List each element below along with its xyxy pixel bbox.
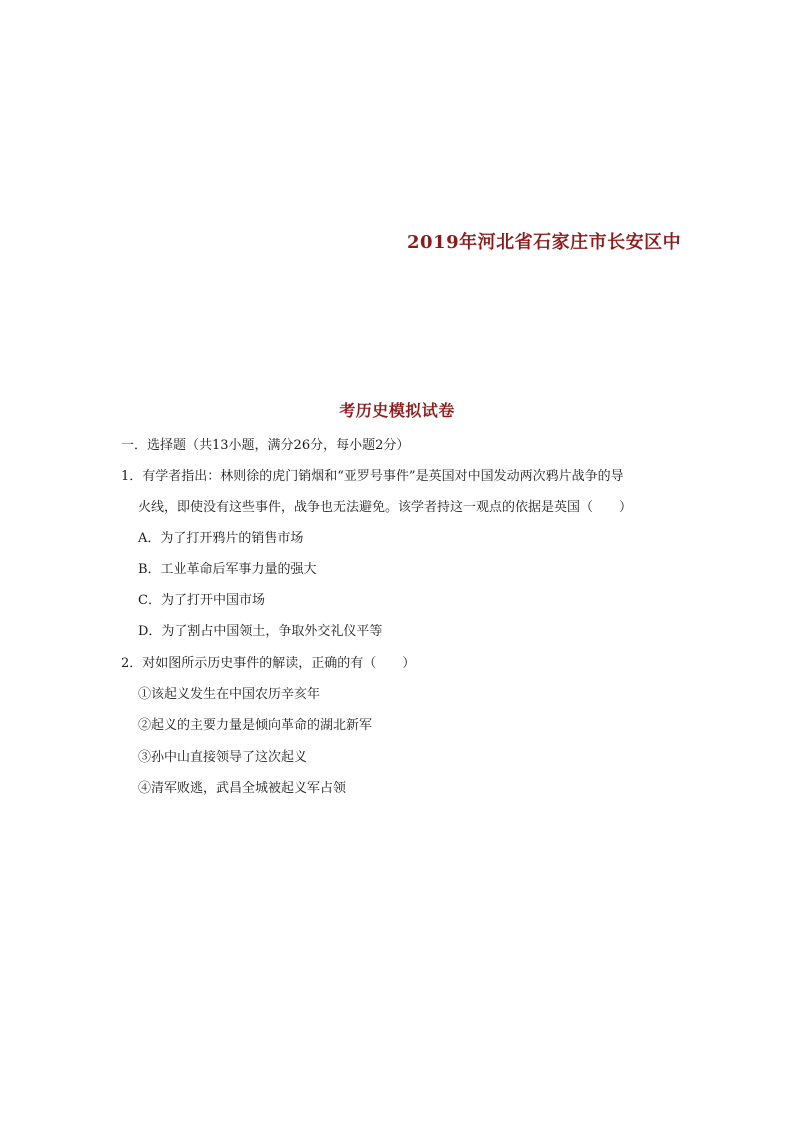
question-1-stem-line1: 1．有学者指出：林则徐的虎门销烟和“亚罗号事件”是英国对中国发动两次鸦片战争的导: [121, 469, 624, 484]
question-1-option-b: B．工业革命后军事力量的强大: [138, 562, 317, 577]
question-2-stem: 2．对如图所示历史事件的解读，正确的有（ ）: [121, 656, 416, 671]
question-1-option-d: D．为了割占中国领土，争取外交礼仪平等: [138, 624, 383, 639]
question-2-item-1: ①该起义发生在中国农历辛亥年: [138, 687, 321, 702]
page-title-line2: 考历史模拟试卷: [339, 401, 455, 420]
page-title-line1: 2019年河北省石家庄市长安区中: [407, 232, 682, 253]
question-2-item-3: ③孙中山直接领导了这次起义: [138, 750, 308, 765]
question-2-item-4: ④清军败逃，武昌全城被起义军占领: [138, 781, 347, 796]
question-1-option-c: C．为了打开中国市场: [138, 593, 265, 608]
section-heading: 一．选择题（共13小题，满分26分，每小题2分）: [121, 438, 410, 453]
question-1-option-a: A．为了打开鸦片的销售市场: [138, 531, 304, 546]
question-2-item-2: ②起义的主要力量是倾向革命的湖北新军: [138, 718, 373, 733]
question-1-stem-line2: 火线，即使没有这些事件，战争也无法避免。该学者持这一观点的依据是英国（ ）: [138, 500, 633, 515]
